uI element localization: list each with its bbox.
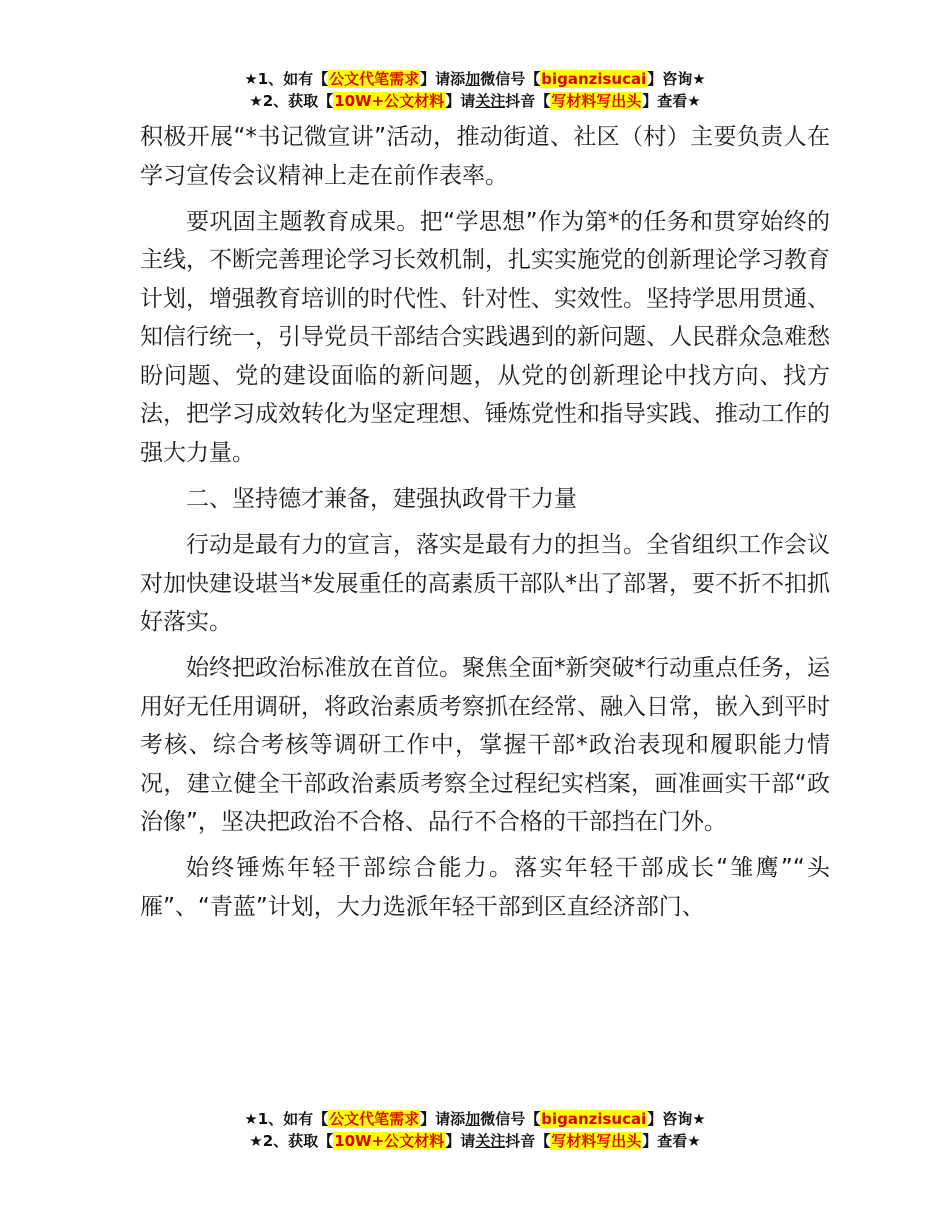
footer-line1-text-c: 微信号【: [480, 1110, 541, 1128]
footer-line2-text-a: ★2、获取【: [249, 1132, 334, 1150]
header-line2-underline: 关注: [475, 92, 506, 110]
header-line2-text-c: 抖音【: [505, 92, 551, 110]
section-heading: 二、坚持德才兼备，建强执政骨干力量: [186, 485, 577, 512]
paragraph-1: 积极开展“*书记微宣讲”活动，推动街道、社区（村）主要负责人在学习宣传会议精神上走在前作表率。: [140, 124, 830, 189]
footer-line-1: [0, 1108, 950, 1130]
footer-banner: [0, 1108, 950, 1152]
footer-line1-underline: 加: [465, 1110, 481, 1128]
footer-line1-highlight-service: 公文代笔需求: [329, 1110, 420, 1128]
paragraph-2: 要巩固主题教育成果。把“学思想”作为第*的任务和贯穿始终的主线，不断完善理论学习长效机制，扎实实施党的创新理论学习教育计划，增强教育培训的时代性、针对性、实效性。坚持学思用贯通、知信行统一，引导党员干部结合实践遇到的新问题、人民群众急难愁盼问题、党的建设面临的新问题，从党的创新理论中找方向、找方法，把学习成效转化为坚定理想、锤炼党性和指导实践、推动工作的强大力量。: [140, 208, 830, 466]
footer-line-2: [0, 1130, 950, 1152]
footer-line1-text-d: 】咨询★: [647, 1110, 706, 1128]
header-line1-text-a: ★1、如有【: [244, 70, 329, 88]
footer-line1-text-b: 】请添: [420, 1110, 466, 1128]
footer-line1-highlight-wechat: biganzisucai: [541, 1110, 647, 1128]
footer-line2-underline: 关注: [475, 1132, 506, 1150]
header-line2-highlight-materials: 10W+公文材料: [334, 92, 445, 110]
footer-line2-text-c: 抖音【: [505, 1132, 551, 1150]
paragraph-3: 行动是最有力的宣言，落实是最有力的担当。全省组织工作会议对加快建设堪当*发展重任的高素质干部队*出了部署，要不折不扣抓好落实。: [140, 532, 830, 636]
header-line2-text-b: 】请: [445, 92, 476, 110]
header-line1-underline: 加: [465, 70, 481, 88]
footer-line2-highlight-materials: 10W+公文材料: [334, 1132, 445, 1150]
paragraph-4: 始终把政治标准放在首位。聚焦全面*新突破*行动重点任务，运用好无任用调研，将政治素质考察抓在经常、融入日常，嵌入到平时考核、综合考核等调研工作中，掌握干部*政治表现和履职能力情况，建立健全干部政治素质考察全过程纪实档案，画准画实干部“政治像”，坚决把政治不合格、品行不合格的干部挡在门外。: [140, 655, 830, 836]
document-body: [140, 118, 830, 934]
footer-line2-text-d: 】查看★: [642, 1132, 701, 1150]
header-line2-highlight-douyin: 写材料写出头: [551, 92, 642, 110]
header-line1-text-c: 微信号【: [480, 70, 541, 88]
header-banner: [0, 68, 950, 112]
footer-line1-text-a: ★1、如有【: [244, 1110, 329, 1128]
header-line1-highlight-service: 公文代笔需求: [329, 70, 420, 88]
header-line-1: [0, 68, 950, 90]
header-line2-text-a: ★2、获取【: [249, 92, 334, 110]
header-line1-text-b: 】请添: [420, 70, 466, 88]
header-line2-text-d: 】查看★: [642, 92, 701, 110]
header-line1-text-d: 】咨询★: [647, 70, 706, 88]
paragraph-5: 始终锤炼年轻干部综合能力。落实年轻干部成长“雏鹰”“头雁”、“青蓝”计划，大力选派年轻干部到区直经济部门、: [140, 855, 830, 920]
header-line-2: [0, 90, 950, 112]
header-line1-highlight-wechat: biganzisucai: [541, 70, 647, 88]
footer-line2-text-b: 】请: [445, 1132, 476, 1150]
footer-line2-highlight-douyin: 写材料写出头: [551, 1132, 642, 1150]
